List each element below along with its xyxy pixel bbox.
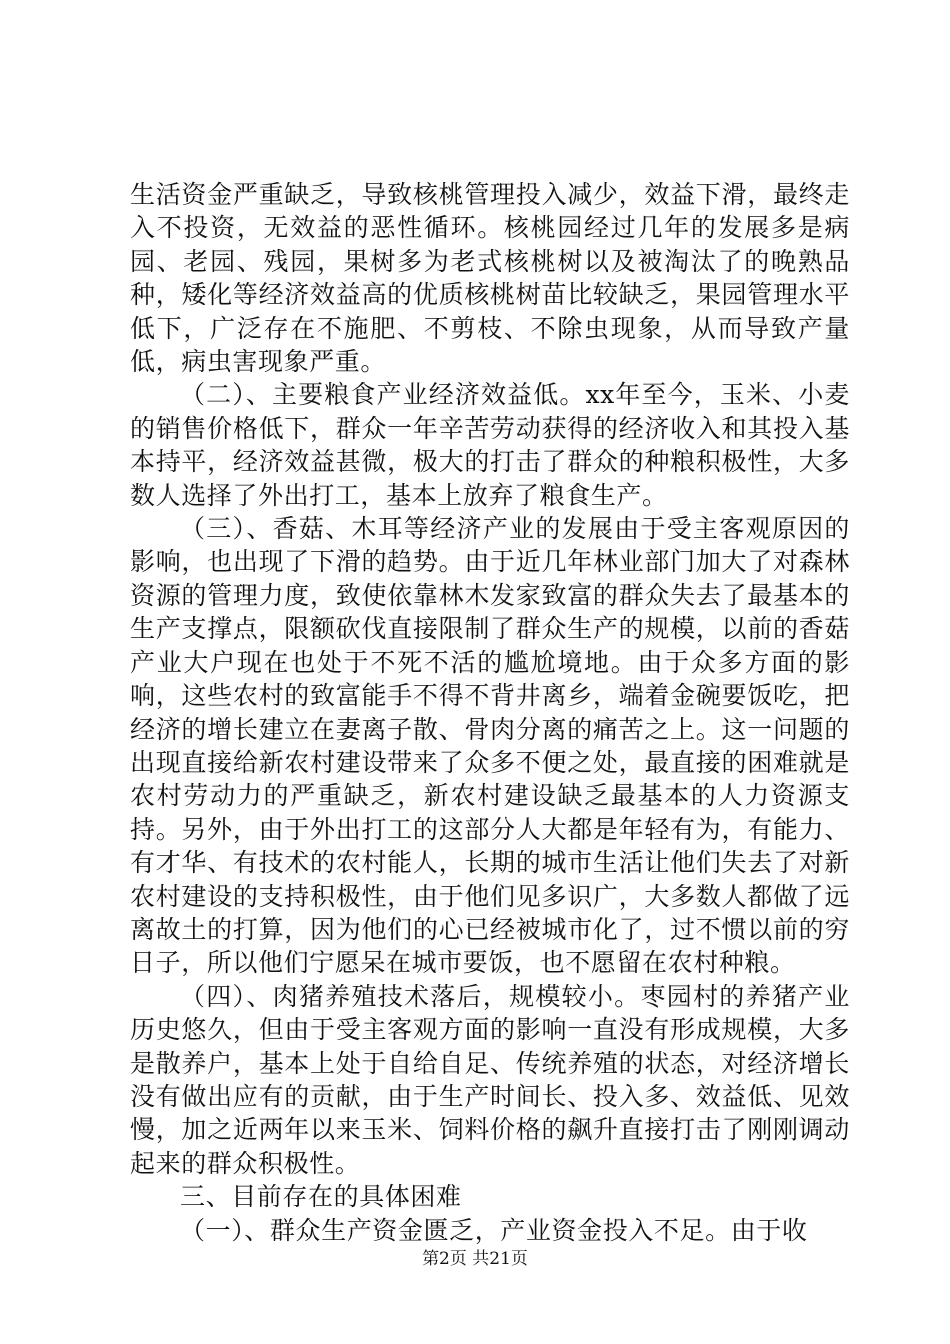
page-number: 第2页 共21页 — [422, 1249, 528, 1269]
paragraph-grain-industry: （二）、主要粮食产业经济效益低。xx年至今，玉米、小麦的销售价格低下，群众一年辛苦劳动获得的经济收入和其投入基本持平，经济效益甚微，极大的打击了群众的种粮积极性，大多数人选择了外出打工，基本上放弃了粮食生产。 — [130, 380, 850, 510]
paragraph-pig-farming: （四）、肉猪养殖技术落后，规模较小。枣园村的养猪产业历史悠久，但由于受主客观方面的影响一直没有形成规模，大多是散养户，基本上处于自给自足、传统养殖的状态，对经济增长没有做出应有的贡献，由于生产时间长、投入多、效益低、见效慢，加之近两年以来玉米、饲料价格的飙升直接打击了刚刚调动起来的群众积极性。 — [130, 981, 850, 1178]
paragraph-continuation: 生活资金严重缺乏，导致核桃管理投入减少，效益下滑，最终走入不投资，无效益的恶性循环。核桃园经过几年的发展多是病园、老园、残园，果树多为老式核桃树以及被淘汰了的晚熟品种，矮化等经济效益高的优质核桃树苗比较缺乏，果园管理水平低下，广泛存在不施肥、不剪枝、不除虫现象，从而导致产量低，病虫害现象严重。 — [130, 180, 850, 377]
paragraph-funding-shortage: （一）、群众生产资金匮乏，产业资金投入不足。由于收 — [180, 1215, 808, 1245]
paragraph-mushroom-industry: （三）、香菇、木耳等经济产业的发展由于受主客观原因的影响，也出现了下滑的趋势。由于近几年林业部门加大了对森林资源的管理力度，致使依靠林木发家致富的群众失去了最基本的生产支撑点，限额砍伐直接限制了群众生产的规模，以前的香菇产业大户现在也处于不死不活的尴尬境地。由于众多方面的影响，这些农村的致富能手不得不背井离乡，端着金碗要饭吃，把经济的增长建立在妻离子散、骨肉分离的痛苦之上。这一问题的出现直接给新农村建设带来了众多不便之处，最直接的困难就是农村劳动力的严重缺乏，新农村建设缺乏最基本的人力资源支持。另外，由于外出打工的这部分人大都是年轻有为，有能力、有才华、有技术的农村能人，长期的城市生活让他们失去了对新农村建设的支持积极性，由于他们见多识广，大多数人都做了远离故土的打算，因为他们的心已经被城市化了，过不惯以前的穷日子，所以他们宁愿呆在城市要饭，也不愿留在农村种粮。 — [130, 514, 850, 978]
section-heading: 三、目前存在的具体困难 — [180, 1182, 462, 1212]
document-body — [130, 178, 850, 1247]
